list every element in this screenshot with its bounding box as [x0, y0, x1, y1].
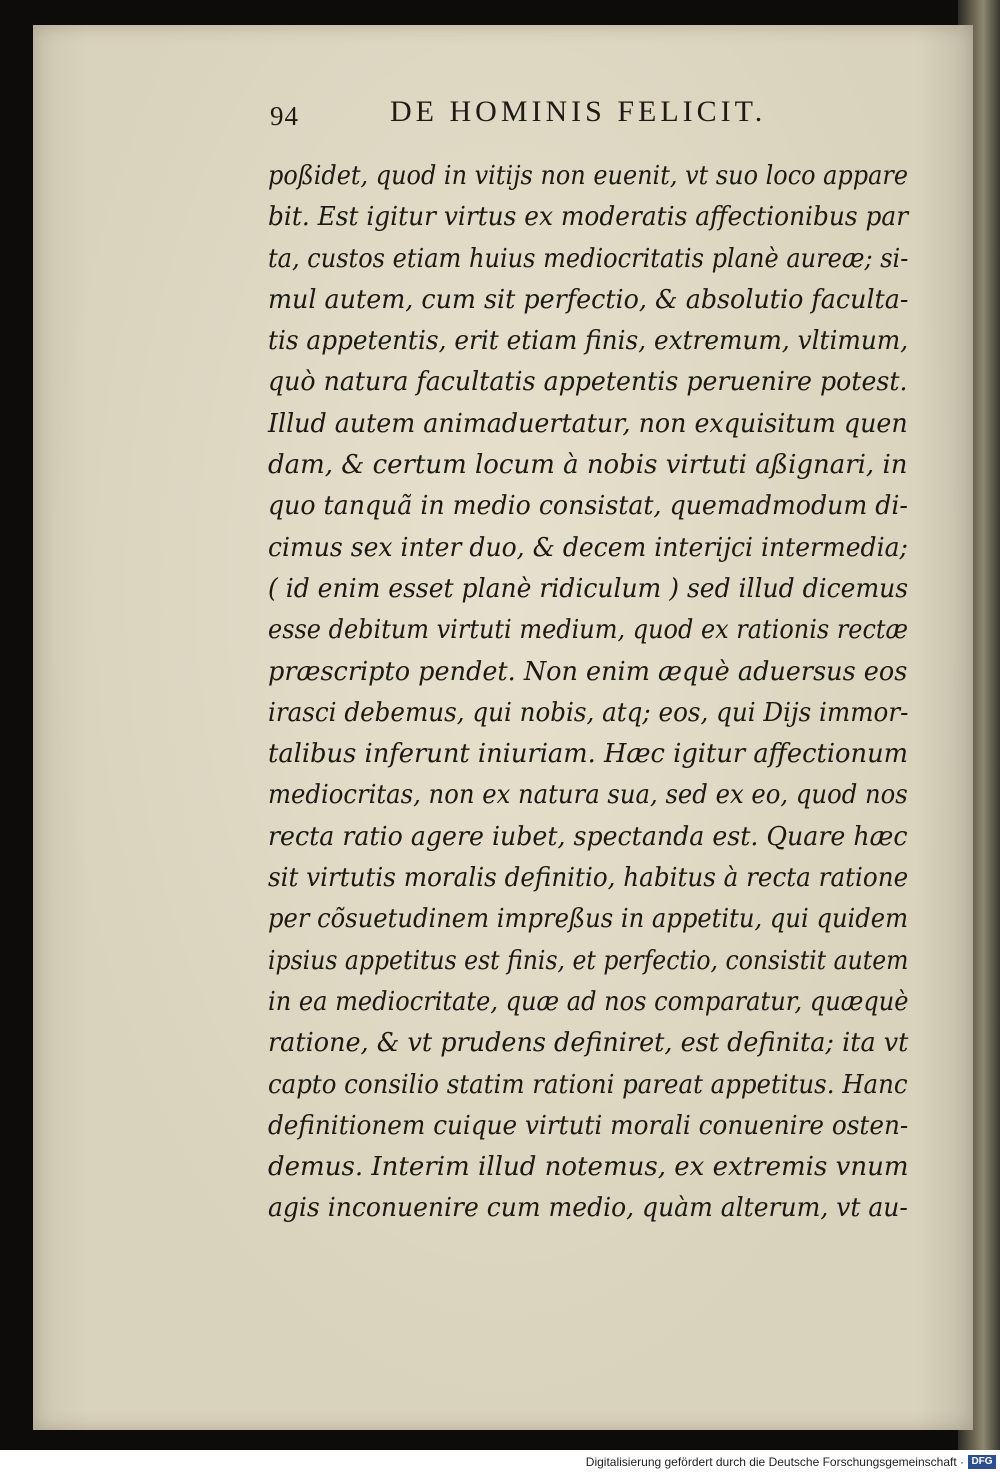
- text-line: in ea mediocritate, quæ ad nos comparatur, quæquè: [268, 985, 909, 1017]
- text-line: poßidet, quod in vitijs non euenit, vt suo loco appare: [268, 160, 909, 191]
- text-line: definitionem cuique virtuti morali conuenire osten-: [268, 1109, 909, 1141]
- text-line: agis inconuenire cum medio, quàm alterum, vt au-: [268, 1192, 908, 1224]
- text-line: demus. Interim illud notemus, ex extremis vnum: [268, 1151, 909, 1183]
- text-line: ta, custos etiam huius mediocritatis planè aureæ; si-: [268, 242, 909, 274]
- text-line: mediocritas, non ex natura sua, sed ex eo, quod nos: [268, 779, 908, 811]
- text-line: cimus sex inter duo, & decem interijci intermedia;: [268, 531, 908, 563]
- text-line: ( id enim esset planè ridiculum ) sed illud dicemus: [268, 572, 909, 604]
- footer-bar: [0, 1450, 1000, 1474]
- running-head: [270, 95, 870, 135]
- body-text: [268, 155, 908, 1229]
- funding-notice: Digitalisierung gefördert durch die Deutsche Forschungsgemeinschaft ·: [585, 1455, 964, 1469]
- text-line: recta ratio agere iubet, spectanda est. Quare hæc: [268, 820, 908, 852]
- text-line: capto consilio statim rationi pareat appetitus. Hanc: [268, 1068, 908, 1100]
- text-line: esse debitum virtuti medium, quod ex rationis rectæ: [268, 614, 909, 646]
- text-line: ratione, & vt prudens definiret, est definita; ita vt: [268, 1027, 909, 1059]
- text-line: Illud autem animaduertatur, non exquisitum quen: [268, 407, 908, 439]
- text-line: bit. Est igitur virtus ex moderatis affectionibus par: [268, 201, 909, 233]
- page-number: 94: [270, 101, 299, 131]
- text-line: quò natura facultatis appetentis peruenire potest.: [268, 366, 908, 398]
- text-line: ipsius appetitus est finis, et perfectio, consistit autem: [268, 944, 909, 976]
- text-line: irasci debemus, qui nobis, atq; eos, qui Dijs immor-: [268, 696, 909, 728]
- text-line: mul autem, cum sit perfectio, & absolutio faculta-: [268, 283, 909, 315]
- text-line: per cõsuetudinem impreßus in appetitu, qui quidem: [268, 903, 909, 935]
- text-line: dam, & certum locum à nobis virtuti aßignari, in: [268, 449, 908, 481]
- text-line: tis appetentis, erit etiam finis, extremum, vltimum,: [268, 325, 909, 357]
- text-line: talibus inferunt iniuriam. Hæc igitur affectionum: [268, 738, 909, 770]
- dfg-logo: DFG: [968, 1455, 996, 1469]
- text-line: quo tanquã in medio consistat, quemadmodum di-: [268, 490, 908, 522]
- running-title: DE HOMINIS FELICIT.: [390, 95, 767, 128]
- text-line: præscripto pendet. Non enim æquè aduersus eos: [268, 655, 908, 687]
- text-line: sit virtutis moralis definitio, habitus à recta ratione: [268, 862, 909, 894]
